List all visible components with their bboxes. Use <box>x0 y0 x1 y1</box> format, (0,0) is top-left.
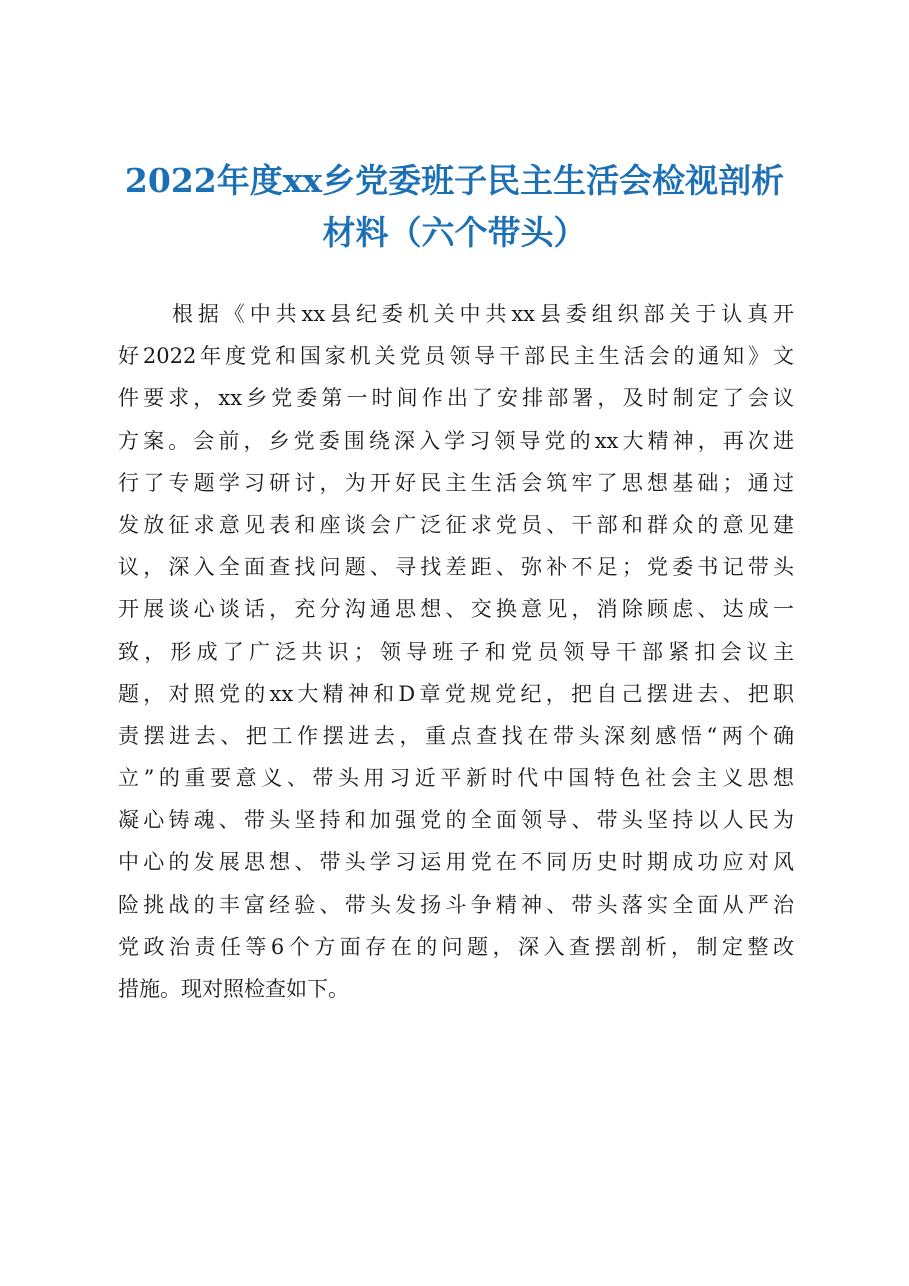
title-line-1: 2022年度xx乡党委班子民主生活会检视剖析 <box>124 161 785 200</box>
title-line-2: 材料（六个带头） <box>322 213 587 252</box>
paragraph-line: 发放征求意见表和座谈会广泛征求党员、干部和群众的意见建 <box>118 512 794 537</box>
paragraph-line: 行了专题学习研讨，为开好民主生活会筑牢了思想基础；通过 <box>118 470 794 495</box>
paragraph-line: 方案。会前，乡党委围绕深入学习领导党的xx大精神，再次进 <box>118 428 794 453</box>
paragraph-line: 责摆进去、把工作摆进去，重点查找在带头深刻感悟“两个确 <box>118 723 794 748</box>
paragraph-line: 根据《中共xx县纪委机关中共xx县委组织部关于认真开 <box>172 302 794 326</box>
document-title <box>100 155 809 259</box>
paragraph-line: 好2022年度党和国家机关党员领导干部民主生活会的通知》文 <box>118 344 794 369</box>
paragraph-line: 题，对照党的xx大精神和D章党规党纪，把自己摆进去、把职 <box>118 681 794 706</box>
paragraph-line: 中心的发展思想、带头学习运用党在不同历史时期成功应对风 <box>118 850 794 875</box>
paragraph-line: 致，形成了广泛共识；领导班子和党员领导干部紧扣会议主 <box>118 639 794 664</box>
paragraph-line: 措施。现对照检查如下。 <box>118 977 349 1001</box>
paragraph-line: 立”的重要意义、带头用习近平新时代中国特色社会主义思想 <box>118 766 794 791</box>
paragraph-line: 党政治责任等6个方面存在的问题，深入查摆剖析，制定整改 <box>118 934 794 959</box>
paragraph-line: 议，深入全面查找问题、寻找差距、弥补不足；党委书记带头 <box>118 555 794 580</box>
paragraph-line: 件要求，xx乡党委第一时间作出了安排部署，及时制定了会议 <box>118 386 794 411</box>
paragraph-line: 险挑战的丰富经验、带头发扬斗争精神、带头落实全面从严治 <box>118 892 794 917</box>
paragraph-line: 凝心铸魂、带头坚持和加强党的全面领导、带头坚持以人民为 <box>118 808 794 833</box>
body-paragraph <box>118 293 794 1010</box>
paragraph-line: 开展谈心谈话，充分沟通思想、交换意见，消除顾虑、达成一 <box>118 597 794 622</box>
